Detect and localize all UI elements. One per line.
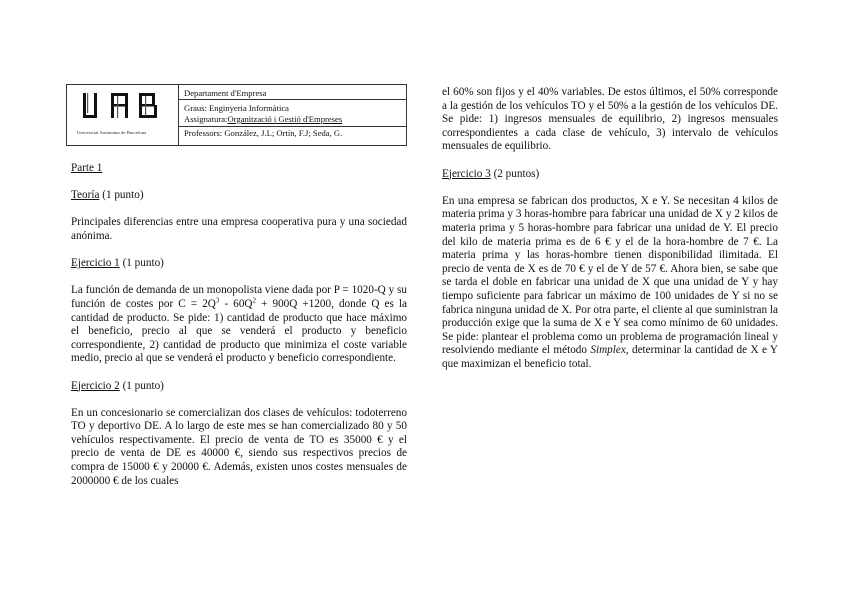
- ej2-points: (1 punto): [119, 379, 164, 392]
- ej1-exponent-3: 3: [215, 296, 220, 305]
- ej3-heading: [442, 168, 778, 182]
- ej1-text-part2: - 60Q: [219, 297, 253, 310]
- header-info: [179, 85, 406, 145]
- professors-line: Professors: González, J.L; Ortín, F.J; Seda, G.: [184, 128, 343, 138]
- ej3-text-part2: , determinar la cantidad de X e Y que maximizan el beneficio total.: [442, 344, 778, 370]
- ej3-method-name: Simplex: [590, 344, 626, 357]
- ej2-heading: [71, 380, 407, 394]
- logo-caption: Universitat Autònoma de Barcelona: [77, 130, 147, 135]
- ej3-text-part1: En una empresa se fabrican dos productos, X e Y. Se necesitan 4 kilos de materia prima y 3 horas-hombre para fabricar una unidad de X y 2 kilos de materia prima y 5 horas-hombre para fabricar una unidad de Y. El precio del kilo de materia prima es de 6 € y el de la hora-hombre de 7 €. La materia prima y las horas-hombre tienen disponibilidad ilimitada. El precio de venta de X es de 70 € y el de Y de 57 €. Ahora bien, se sabe que se tarda el doble en fabricar una unidad de X que una unidad de Y y hay tiempo suficiente para fabricar un máximo de 100 unidades de Y si no se fabrica ninguna unidad de X. Por otra parte, el cliente al que suministran la producción exige que la suma de X e Y sea como mínimo de 60 unidades. Se pide: plantear el problema como un problema de programación lineal y resolviendo mediante el método: [442, 194, 778, 357]
- uab-logo-icon: [81, 92, 163, 124]
- subject-line: [179, 114, 406, 127]
- university-logo: [67, 85, 179, 145]
- ej3-text: [442, 195, 778, 372]
- ej1-text: [71, 284, 407, 366]
- left-column: [71, 162, 407, 488]
- ej1-text-part3: + 900Q +1200, donde Q es la cantidad de producto. Se pide: 1) cantidad de producto que hace máximo el beneficio, precio al que se venderá el producto y beneficio correspondiente, 2) cantidad de producto que minimiza el coste variable medio, precio al que se venderá el producto y beneficio correspondiente.: [71, 297, 407, 365]
- teoria-text: Principales diferencias entre una empresa cooperativa pura y una sociedad anónima.: [71, 216, 407, 242]
- ej1-title: Ejercicio 1: [71, 257, 120, 270]
- ej3-points: (2 puntos): [490, 167, 540, 180]
- ej2-text-left: En un concesionario se comercializan dos clases de vehículos: todoterreno TO y deportivo DE. A lo largo de este mes se han comercializado 80 y 50 vehículos respectivamente. El precio de venta de TO es 35000 € y el precio de venta de DE es 40000 €, siendo sus respectivos precios de compra de 15000 € y 20000 €. Además, existen unos costes mensuales de 2000000 € de los cuales: [71, 406, 407, 487]
- ej2-text-right: el 60% son fijos y el 40% variables. De estos últimos, el 50% corresponde a la gestión de los vehículos TO y el 50% a la gestión de los vehículos DE. Se pide: 1) ingresos mensuales de equilibrio, 2) ingresos mensuales correspondientes a cada clase de vehículo, 3) intervalo de vehículos mensuales de equilibrio.: [442, 86, 778, 153]
- ej2-title: Ejercicio 2: [71, 379, 120, 392]
- ej3-title: Ejercicio 3: [442, 167, 491, 180]
- teoria-points: (1 punto): [99, 189, 144, 202]
- ej1-exponent-2: 2: [252, 296, 257, 305]
- header-table: [66, 84, 407, 146]
- department-name: Departament d'Empresa: [179, 87, 406, 100]
- part-title: Parte 1: [71, 162, 103, 174]
- ej1-points: (1 punto): [119, 257, 164, 270]
- subject-value: Organització i Gestió d'Empreses: [227, 114, 343, 124]
- ej1-heading: [71, 257, 407, 271]
- ej1-text-part1: La función de demanda de un monopolista viene dada por P = 1020-Q y su función de costes por C = 2Q: [71, 284, 407, 310]
- right-column: [442, 86, 778, 371]
- subject-label: Assignatura:: [184, 114, 228, 124]
- teoria-title: Teoría: [71, 189, 100, 202]
- degree-line: Graus: Enginyeria Informàtica: [184, 103, 289, 113]
- teoria-heading: [71, 189, 407, 203]
